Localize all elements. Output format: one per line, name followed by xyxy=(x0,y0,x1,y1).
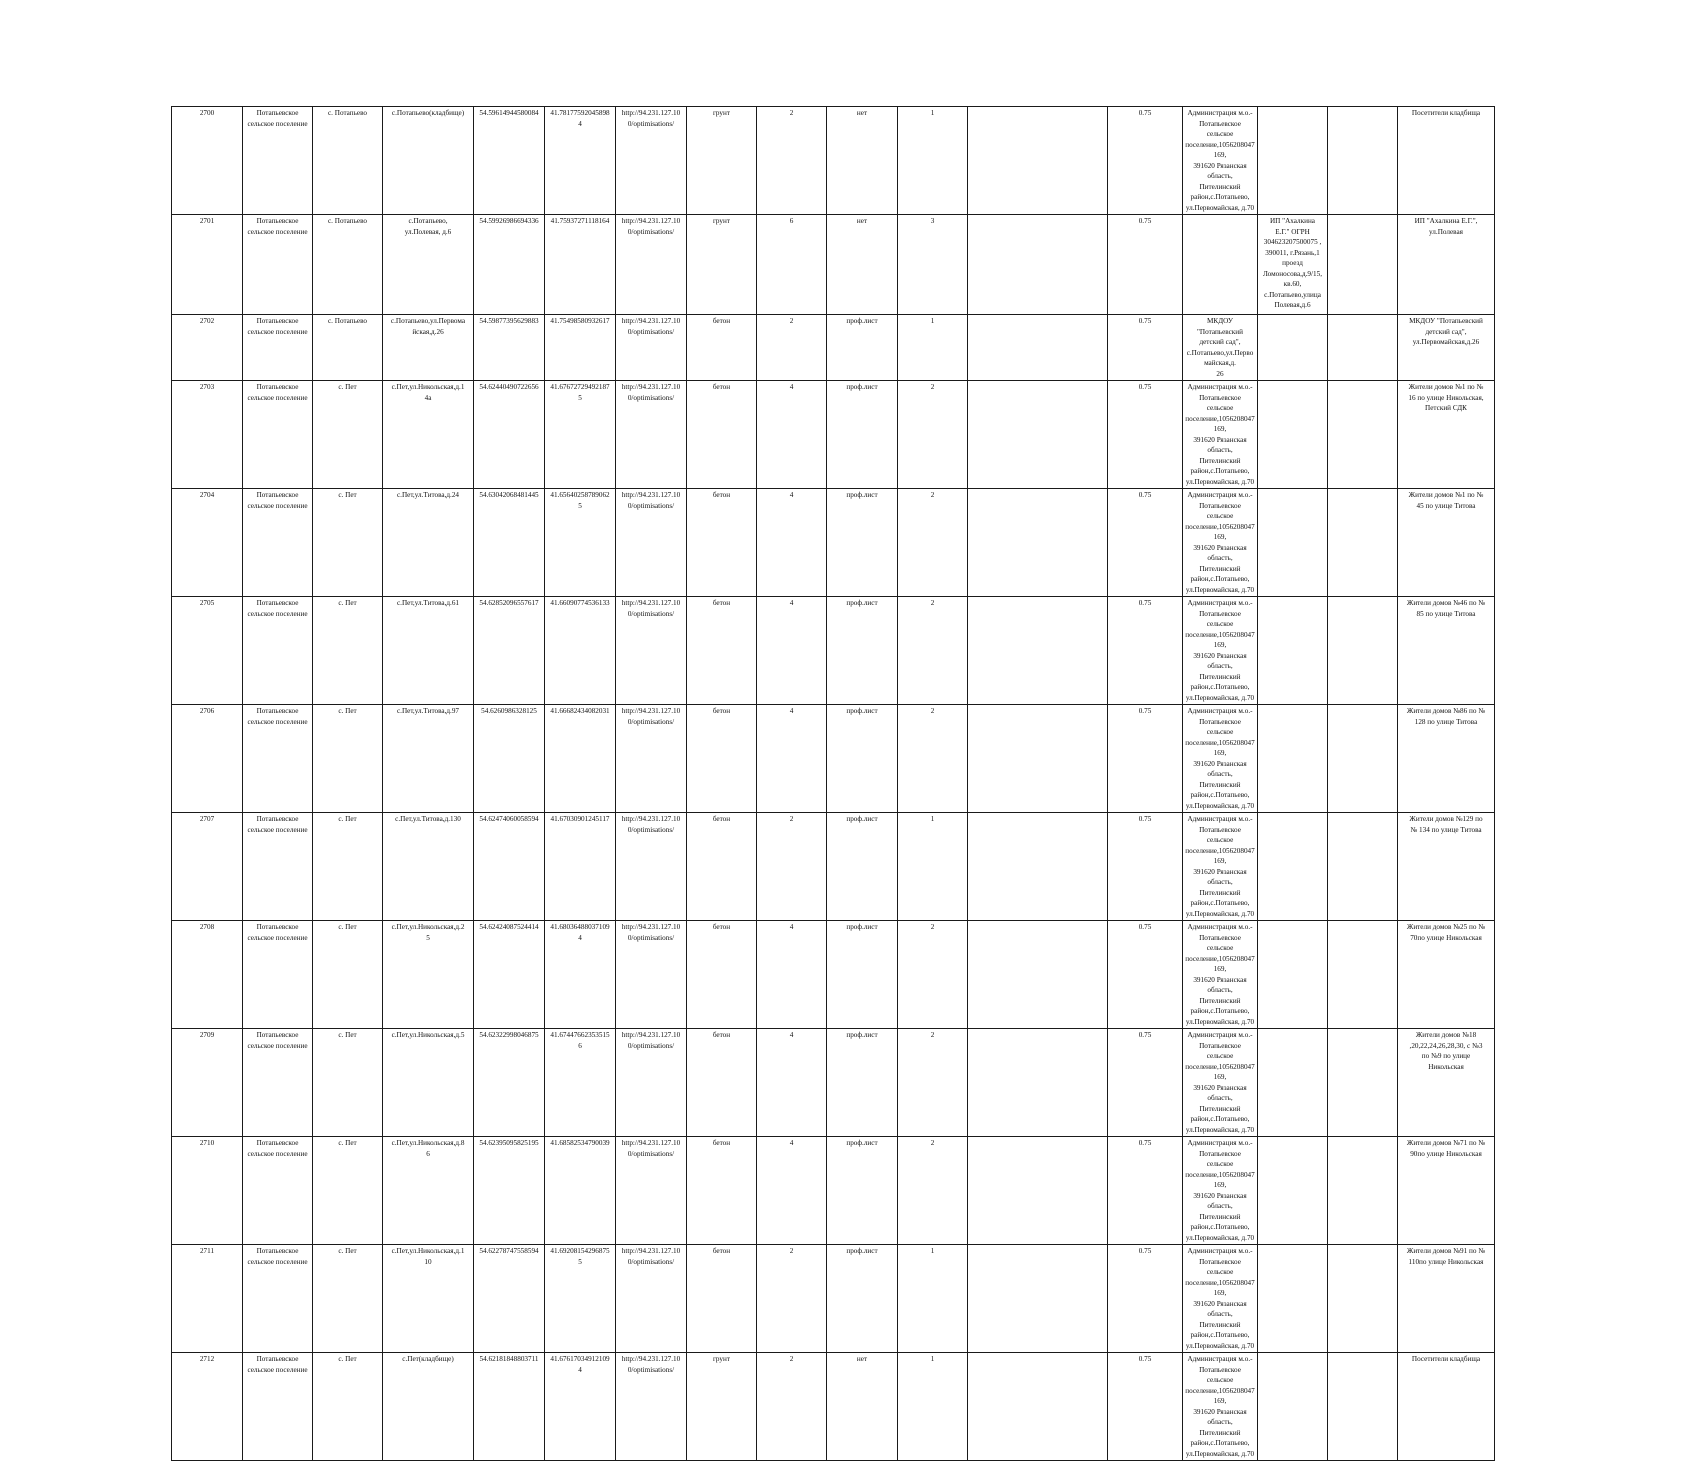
owner-cell xyxy=(1183,215,1258,315)
village-cell: с. Пет xyxy=(313,1029,383,1137)
bin-count-cell: 1 xyxy=(898,107,968,215)
latitude-cell: 54.62852096557617 xyxy=(474,597,545,705)
empty-cell xyxy=(1328,1245,1398,1353)
longitude-cell: 41.75498580932617 xyxy=(545,315,616,381)
longitude-cell: 41.67030901245117 xyxy=(545,813,616,921)
row-number-cell: 2703 xyxy=(172,381,243,489)
surface-cell: бетон xyxy=(687,921,757,1029)
map-url-cell: http://94.231.127.10 0/optimisations/ xyxy=(616,921,687,1029)
volume-cell: 0.75 xyxy=(1108,315,1183,381)
owner-cell: Администрация м.о.- Потапьевское сельское поселение,1056208047169, 391620 Рязанская область, Пителинский район,с.Потапьево, ул.Первомайская, д.70 xyxy=(1183,705,1258,813)
container-count-cell: 2 xyxy=(757,813,827,921)
map-url-cell: http://94.231.127.10 0/optimisations/ xyxy=(616,1353,687,1461)
village-cell: с. Потапьево xyxy=(313,215,383,315)
table-row xyxy=(172,1029,1495,1137)
volume-cell: 0.75 xyxy=(1108,705,1183,813)
container-count-cell: 2 xyxy=(757,1245,827,1353)
village-cell: с. Пет xyxy=(313,921,383,1029)
waste-sources-cell: Жители домов №46 по № 85 по улице Титова xyxy=(1398,597,1495,705)
surface-cell: бетон xyxy=(687,489,757,597)
address-cell: с.Пет,ул.Титова,д.61 xyxy=(383,597,474,705)
fence-cell: проф.лист xyxy=(827,1137,898,1245)
latitude-cell: 54.62278747558594 xyxy=(474,1245,545,1353)
row-number-cell: 2700 xyxy=(172,107,243,215)
container-count-cell: 2 xyxy=(757,315,827,381)
container-count-cell: 2 xyxy=(757,1353,827,1461)
map-url-cell: http://94.231.127.10 0/optimisations/ xyxy=(616,489,687,597)
volume-cell: 0.75 xyxy=(1108,1353,1183,1461)
table-row xyxy=(172,1353,1495,1461)
settlement-cell: Потапьевское сельское поселение xyxy=(243,921,313,1029)
owner-cell: Администрация м.о.- Потапьевское сельское поселение,1056208047169, 391620 Рязанская область, Пителинский район,с.Потапьево, ул.Первомайская, д.70 xyxy=(1183,1029,1258,1137)
container-count-cell: 6 xyxy=(757,215,827,315)
latitude-cell: 54.63042068481445 xyxy=(474,489,545,597)
owner-cell: Администрация м.о.- Потапьевское сельское поселение,1056208047169, 391620 Рязанская область, Пителинский район,с.Потапьево, ул.Первомайская, д.70 xyxy=(1183,489,1258,597)
owner-business-cell xyxy=(1258,1353,1328,1461)
map-url-cell: http://94.231.127.10 0/optimisations/ xyxy=(616,597,687,705)
waste-sources-cell: Жители домов №1 по № 16 по улице Никольская, Петский СДК xyxy=(1398,381,1495,489)
owner-business-cell xyxy=(1258,315,1328,381)
surface-cell: бетон xyxy=(687,1137,757,1245)
surface-cell: бетон xyxy=(687,315,757,381)
bin-count-cell: 1 xyxy=(898,1245,968,1353)
surface-cell: грунт xyxy=(687,107,757,215)
empty-cell xyxy=(1328,107,1398,215)
owner-business-cell xyxy=(1258,813,1328,921)
address-cell: с.Пет,ул.Никольская,д.1 4а xyxy=(383,381,474,489)
empty-cell xyxy=(968,381,1108,489)
container-count-cell: 4 xyxy=(757,597,827,705)
map-url-cell: http://94.231.127.10 0/optimisations/ xyxy=(616,813,687,921)
map-url-cell: http://94.231.127.10 0/optimisations/ xyxy=(616,1029,687,1137)
longitude-cell: 41.65640258789062 5 xyxy=(545,489,616,597)
map-url-cell: http://94.231.127.10 0/optimisations/ xyxy=(616,1245,687,1353)
waste-sources-cell: Жители домов №71 по № 90по улице Никольская xyxy=(1398,1137,1495,1245)
latitude-cell: 54.62181848803711 xyxy=(474,1353,545,1461)
volume-cell: 0.75 xyxy=(1108,597,1183,705)
empty-cell xyxy=(968,597,1108,705)
register-table xyxy=(171,106,1495,1461)
settlement-cell: Потапьевское сельское поселение xyxy=(243,813,313,921)
address-cell: с.Пет,ул.Никольская,д.5 xyxy=(383,1029,474,1137)
empty-cell xyxy=(968,921,1108,1029)
owner-cell: Администрация м.о.- Потапьевское сельское поселение,1056208047169, 391620 Рязанская область, Пителинский район,с.Потапьево, ул.Первомайская, д.70 xyxy=(1183,813,1258,921)
table-row xyxy=(172,489,1495,597)
longitude-cell: 41.67447662353515 6 xyxy=(545,1029,616,1137)
empty-cell xyxy=(1328,215,1398,315)
address-cell: с.Пет,ул.Никольская,д.1 10 xyxy=(383,1245,474,1353)
settlement-cell: Потапьевское сельское поселение xyxy=(243,1137,313,1245)
fence-cell: нет xyxy=(827,215,898,315)
map-url-cell: http://94.231.127.10 0/optimisations/ xyxy=(616,107,687,215)
longitude-cell: 41.78177592045898 4 xyxy=(545,107,616,215)
volume-cell: 0.75 xyxy=(1108,1029,1183,1137)
waste-sources-cell: Жители домов №25 по № 70по улице Никольская xyxy=(1398,921,1495,1029)
latitude-cell: 54.59926986694336 xyxy=(474,215,545,315)
table-row xyxy=(172,813,1495,921)
row-number-cell: 2707 xyxy=(172,813,243,921)
empty-cell xyxy=(1328,489,1398,597)
address-cell: с.Пет(кладбище) xyxy=(383,1353,474,1461)
owner-business-cell xyxy=(1258,1029,1328,1137)
row-number-cell: 2706 xyxy=(172,705,243,813)
fence-cell: проф.лист xyxy=(827,921,898,1029)
latitude-cell: 54.62440490722656 xyxy=(474,381,545,489)
longitude-cell: 41.75937271118164 xyxy=(545,215,616,315)
longitude-cell: 41.68036488037109 4 xyxy=(545,921,616,1029)
latitude-cell: 54.6260986328125 xyxy=(474,705,545,813)
empty-cell xyxy=(968,1245,1108,1353)
bin-count-cell: 3 xyxy=(898,215,968,315)
fence-cell: проф.лист xyxy=(827,315,898,381)
volume-cell: 0.75 xyxy=(1108,381,1183,489)
owner-business-cell xyxy=(1258,381,1328,489)
waste-sources-cell: Жители домов №18 ,20,22,24,26,28,30, с №3 по №9 по улице Никольская xyxy=(1398,1029,1495,1137)
bin-count-cell: 2 xyxy=(898,705,968,813)
owner-business-cell xyxy=(1258,107,1328,215)
bin-count-cell: 1 xyxy=(898,1353,968,1461)
table-row xyxy=(172,705,1495,813)
village-cell: с. Потапьево xyxy=(313,107,383,215)
village-cell: с. Пет xyxy=(313,705,383,813)
settlement-cell: Потапьевское сельское поселение xyxy=(243,489,313,597)
fence-cell: проф.лист xyxy=(827,597,898,705)
table-row xyxy=(172,215,1495,315)
bin-count-cell: 1 xyxy=(898,315,968,381)
container-count-cell: 4 xyxy=(757,1137,827,1245)
empty-cell xyxy=(968,1137,1108,1245)
address-cell: с.Пет,ул.Титова,д.24 xyxy=(383,489,474,597)
fence-cell: нет xyxy=(827,107,898,215)
fence-cell: проф.лист xyxy=(827,705,898,813)
waste-sources-cell: Жители домов №91 по № 110по улице Никольская xyxy=(1398,1245,1495,1353)
map-url-cell: http://94.231.127.10 0/optimisations/ xyxy=(616,705,687,813)
volume-cell: 0.75 xyxy=(1108,1137,1183,1245)
container-count-cell: 4 xyxy=(757,381,827,489)
container-count-cell: 4 xyxy=(757,921,827,1029)
village-cell: с. Пет xyxy=(313,813,383,921)
address-cell: с.Потапьево(кладбище) xyxy=(383,107,474,215)
volume-cell: 0.75 xyxy=(1108,489,1183,597)
surface-cell: бетон xyxy=(687,813,757,921)
empty-cell xyxy=(968,1353,1108,1461)
map-url-cell: http://94.231.127.10 0/optimisations/ xyxy=(616,315,687,381)
owner-cell: Администрация м.о.- Потапьевское сельское поселение,1056208047169, 391620 Рязанская область, Пителинский район,с.Потапьево, ул.Первомайская, д.70 xyxy=(1183,381,1258,489)
village-cell: с. Пет xyxy=(313,381,383,489)
fence-cell: проф.лист xyxy=(827,813,898,921)
village-cell: с. Потапьево xyxy=(313,315,383,381)
bin-count-cell: 2 xyxy=(898,381,968,489)
map-url-cell: http://94.231.127.10 0/optimisations/ xyxy=(616,215,687,315)
surface-cell: грунт xyxy=(687,1353,757,1461)
settlement-cell: Потапьевское сельское поселение xyxy=(243,705,313,813)
container-count-cell: 4 xyxy=(757,489,827,597)
village-cell: с. Пет xyxy=(313,1353,383,1461)
empty-cell xyxy=(1328,381,1398,489)
owner-cell: Администрация м.о.- Потапьевское сельское поселение,1056208047169, 391620 Рязанская область, Пителинский район,с.Потапьево, ул.Первомайская, д.70 xyxy=(1183,107,1258,215)
empty-cell xyxy=(1328,1137,1398,1245)
owner-business-cell xyxy=(1258,489,1328,597)
settlement-cell: Потапьевское сельское поселение xyxy=(243,1029,313,1137)
table-row xyxy=(172,381,1495,489)
empty-cell xyxy=(968,705,1108,813)
waste-sources-cell: Жители домов №1 по № 45 по улице Титова xyxy=(1398,489,1495,597)
fence-cell: проф.лист xyxy=(827,1029,898,1137)
volume-cell: 0.75 xyxy=(1108,813,1183,921)
fence-cell: проф.лист xyxy=(827,381,898,489)
settlement-cell: Потапьевское сельское поселение xyxy=(243,215,313,315)
empty-cell xyxy=(1328,1353,1398,1461)
longitude-cell: 41.66090774536133 xyxy=(545,597,616,705)
row-number-cell: 2709 xyxy=(172,1029,243,1137)
table-row xyxy=(172,1137,1495,1245)
row-number-cell: 2701 xyxy=(172,215,243,315)
village-cell: с. Пет xyxy=(313,489,383,597)
longitude-cell: 41.67617034912109 4 xyxy=(545,1353,616,1461)
fence-cell: нет xyxy=(827,1353,898,1461)
fence-cell: проф.лист xyxy=(827,1245,898,1353)
row-number-cell: 2711 xyxy=(172,1245,243,1353)
bin-count-cell: 2 xyxy=(898,921,968,1029)
owner-cell: Администрация м.о.- Потапьевское сельское поселение,1056208047169, 391620 Рязанская область, Пителинский район,с.Потапьево, ул.Первомайская, д.70 xyxy=(1183,1245,1258,1353)
waste-sources-cell: Жители домов №129 по № 134 по улице Титова xyxy=(1398,813,1495,921)
address-cell: с.Пет,ул.Никольская,д.2 5 xyxy=(383,921,474,1029)
table-body xyxy=(172,107,1495,1461)
settlement-cell: Потапьевское сельское поселение xyxy=(243,597,313,705)
table-row xyxy=(172,1245,1495,1353)
owner-cell: Администрация м.о.- Потапьевское сельское поселение,1056208047169, 391620 Рязанская область, Пителинский район,с.Потапьево, ул.Первомайская, д.70 xyxy=(1183,921,1258,1029)
latitude-cell: 54.62424087524414 xyxy=(474,921,545,1029)
row-number-cell: 2710 xyxy=(172,1137,243,1245)
waste-sources-cell: Жители домов №86 по № 128 по улице Титова xyxy=(1398,705,1495,813)
empty-cell xyxy=(1328,1029,1398,1137)
empty-cell xyxy=(1328,705,1398,813)
empty-cell xyxy=(968,1029,1108,1137)
surface-cell: бетон xyxy=(687,1029,757,1137)
bin-count-cell: 1 xyxy=(898,813,968,921)
container-count-cell: 4 xyxy=(757,1029,827,1137)
map-url-cell: http://94.231.127.10 0/optimisations/ xyxy=(616,1137,687,1245)
container-count-cell: 2 xyxy=(757,107,827,215)
owner-cell: МКДОУ "Потапьевский детский сад", с.Потапьево,ул.Первомайская,д. 26 xyxy=(1183,315,1258,381)
longitude-cell: 41.69208154296875 5 xyxy=(545,1245,616,1353)
owner-business-cell: ИП "Ахалкина Е.Г." ОГРН 304623207500075 , 390011, г.Рязань,1 проезд Ломоносова,д.9/15, кв.60, с.Потапьево,улица Полевая,д.6 xyxy=(1258,215,1328,315)
waste-sources-cell: МКДОУ "Потапьевский детский сад", ул.Первомайская,д.26 xyxy=(1398,315,1495,381)
latitude-cell: 54.62474060058594 xyxy=(474,813,545,921)
settlement-cell: Потапьевское сельское поселение xyxy=(243,1245,313,1353)
table-row xyxy=(172,107,1495,215)
bin-count-cell: 2 xyxy=(898,489,968,597)
row-number-cell: 2705 xyxy=(172,597,243,705)
latitude-cell: 54.62322998046875 xyxy=(474,1029,545,1137)
empty-cell xyxy=(1328,597,1398,705)
volume-cell: 0.75 xyxy=(1108,921,1183,1029)
village-cell: с. Пет xyxy=(313,597,383,705)
waste-sources-cell: Посетители кладбища xyxy=(1398,107,1495,215)
owner-business-cell xyxy=(1258,705,1328,813)
address-cell: с.Пет,ул.Титова,д.97 xyxy=(383,705,474,813)
settlement-cell: Потапьевское сельское поселение xyxy=(243,315,313,381)
village-cell: с. Пет xyxy=(313,1245,383,1353)
bin-count-cell: 2 xyxy=(898,1029,968,1137)
surface-cell: бетон xyxy=(687,381,757,489)
address-cell: с.Пет,ул.Титова,д.130 xyxy=(383,813,474,921)
address-cell: с.Потапьево,ул.Первома йская,д.26 xyxy=(383,315,474,381)
volume-cell: 0.75 xyxy=(1108,107,1183,215)
owner-business-cell xyxy=(1258,921,1328,1029)
owner-cell: Администрация м.о.- Потапьевское сельское поселение,1056208047169, 391620 Рязанская область, Пителинский район,с.Потапьево, ул.Первомайская, д.70 xyxy=(1183,597,1258,705)
row-number-cell: 2712 xyxy=(172,1353,243,1461)
owner-business-cell xyxy=(1258,1137,1328,1245)
latitude-cell: 54.59877395629883 xyxy=(474,315,545,381)
table-row xyxy=(172,597,1495,705)
address-cell: с.Потапьево, ул.Полевая, д.6 xyxy=(383,215,474,315)
longitude-cell: 41.66682434082031 xyxy=(545,705,616,813)
table-row xyxy=(172,921,1495,1029)
empty-cell xyxy=(968,215,1108,315)
volume-cell: 0.75 xyxy=(1108,215,1183,315)
longitude-cell: 41.67672729492187 5 xyxy=(545,381,616,489)
latitude-cell: 54.59614944580084 xyxy=(474,107,545,215)
row-number-cell: 2702 xyxy=(172,315,243,381)
container-count-cell: 4 xyxy=(757,705,827,813)
row-number-cell: 2708 xyxy=(172,921,243,1029)
empty-cell xyxy=(1328,921,1398,1029)
surface-cell: бетон xyxy=(687,597,757,705)
table-row xyxy=(172,315,1495,381)
volume-cell: 0.75 xyxy=(1108,1245,1183,1353)
owner-cell: Администрация м.о.- Потапьевское сельское поселение,1056208047169, 391620 Рязанская область, Пителинский район,с.Потапьево, ул.Первомайская, д.70 xyxy=(1183,1353,1258,1461)
bin-count-cell: 2 xyxy=(898,597,968,705)
waste-sources-cell: ИП "Ахалкина Е.Г.", ул.Полевая xyxy=(1398,215,1495,315)
row-number-cell: 2704 xyxy=(172,489,243,597)
surface-cell: бетон xyxy=(687,1245,757,1353)
longitude-cell: 41.68582534790039 xyxy=(545,1137,616,1245)
settlement-cell: Потапьевское сельское поселение xyxy=(243,381,313,489)
surface-cell: бетон xyxy=(687,705,757,813)
bin-count-cell: 2 xyxy=(898,1137,968,1245)
empty-cell xyxy=(1328,315,1398,381)
map-url-cell: http://94.231.127.10 0/optimisations/ xyxy=(616,381,687,489)
surface-cell: грунт xyxy=(687,215,757,315)
empty-cell xyxy=(968,489,1108,597)
settlement-cell: Потапьевское сельское поселение xyxy=(243,107,313,215)
address-cell: с.Пет,ул.Никольская,д.8 6 xyxy=(383,1137,474,1245)
empty-cell xyxy=(968,107,1108,215)
latitude-cell: 54.62395095825195 xyxy=(474,1137,545,1245)
empty-cell xyxy=(968,813,1108,921)
owner-cell: Администрация м.о.- Потапьевское сельское поселение,1056208047169, 391620 Рязанская область, Пителинский район,с.Потапьево, ул.Первомайская, д.70 xyxy=(1183,1137,1258,1245)
settlement-cell: Потапьевское сельское поселение xyxy=(243,1353,313,1461)
village-cell: с. Пет xyxy=(313,1137,383,1245)
empty-cell xyxy=(1328,813,1398,921)
empty-cell xyxy=(968,315,1108,381)
owner-business-cell xyxy=(1258,1245,1328,1353)
owner-business-cell xyxy=(1258,597,1328,705)
waste-sources-cell: Посетители кладбища xyxy=(1398,1353,1495,1461)
fence-cell: проф.лист xyxy=(827,489,898,597)
